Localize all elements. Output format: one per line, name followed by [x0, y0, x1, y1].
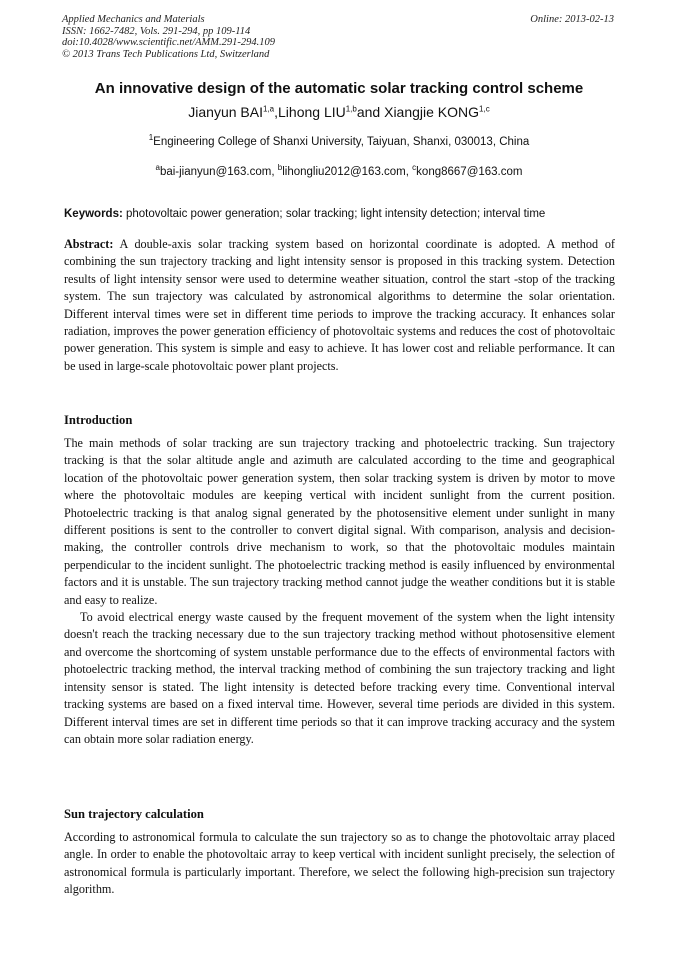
- keywords: [64, 208, 616, 220]
- journal-header: [62, 14, 275, 60]
- sun-trajectory-section: [64, 829, 615, 899]
- introduction-heading: Introduction: [64, 413, 133, 427]
- affiliation: [0, 133, 678, 148]
- abstract-text: A double-axis solar tracking system based on horizontal coordinate is adopted. A method of combining the sun trajectory tracking and light intensity sensor is proposed in this tracking system. Detection results of light intensity sensor were used to determine weather situation, control the start -stop of the tracking system. The sun trajectory was calculated by astronomical algorithms to determine the solar orientation. Different interval times were set in different time periods to improve the tracking accuracy. It enhances solar radiation, improves the power generation efficiency of photovoltaic systems and reduces the cost of photovoltaic power generation. This system is simple and easy to achieve. It has lower cost and reliable performance. It can be used in large-scale photovoltaic power plant projects.: [64, 237, 615, 373]
- sun-trajectory-paragraph: According to astronomical formula to calculate the sun trajectory so as to change the photovoltaic array placed angle. In order to enable the photovoltaic array to keep vertical with incident sunlight precisely, the selection of astronomical formula is particularly important. Therefore, we select the following high-precision sun trajectory algorithm.: [64, 830, 615, 897]
- email-superscript: a: [155, 163, 160, 173]
- email-address: bai-jianyun@163.com,: [159, 166, 278, 178]
- abstract-label: Abstract:: [64, 237, 114, 251]
- introduction-paragraph-1: The main methods of solar tracking are sun trajectory tracking and photoelectric tracking. Sun trajectory tracking is that the solar altitude angle and azimuth are calculated according to the time and geographical location of the photovoltaic power generation system, then solar tracking system is driven by motor to move where the photovoltaic modules are keeping vertical with incident sunlight from the current position. Photoelectric tracking is that analog signal generated by the photosensitive element under sunlight in many different positions is sent to the controller to convert digital signal. With comparison, analysis and decision-making, the controller controls drive mechanism to work, so that the photovoltaic modules maintain perpendicular to the incident sunlight. The photoelectric tracking method is easily influenced by environmental factors and it is unstable. The sun trajectory tracking method cannot judge the weather conditions but it is stable and easy to realize.: [64, 436, 615, 607]
- introduction-section: [64, 435, 615, 748]
- email-address: kong8667@163.com: [416, 166, 523, 178]
- email-list: [0, 163, 678, 178]
- author-superscript: 1,c: [479, 104, 490, 114]
- journal-name: Applied Mechanics and Materials: [62, 14, 205, 25]
- online-date: Online: 2013-02-13: [530, 14, 614, 25]
- author-name: ,Lihong LIU: [274, 104, 346, 120]
- issn-line: ISSN: 1662-7482, Vols. 291-294, pp 109-114: [62, 25, 251, 37]
- sun-trajectory-heading: Sun trajectory calculation: [64, 807, 204, 821]
- abstract: [64, 236, 615, 375]
- email-superscript: c: [412, 163, 417, 173]
- doi-line: doi:10.4028/www.scientific.net/AMM.291-294.109: [62, 37, 275, 48]
- author-superscript: 1,a: [263, 104, 275, 114]
- introduction-paragraph-2: To avoid electrical energy waste caused by the frequent movement of the system when the light intensity doesn't reach the tracking necessary due to the sun trajectory tracking method without photosensitive element and overcome the shortcoming of system unstable performance due to the effects of environmental factors with photoelectric tracking method, the interval tracking method of combining the sun trajectory tracking and light intensity sensor is stated. The light intensity is detected before tracking every time. Conventional interval tracking systems are based on a fixed interval time. However, several time periods are divided in this system. Different interval times are set in different time periods so that it can improve tracking accuracy and the system can obtain more solar radiation energy.: [64, 610, 615, 746]
- keywords-text: photovoltaic power generation; solar tracking; light intensity detection; interval time: [122, 208, 546, 220]
- affiliation-text: Engineering College of Shanxi University, Taiyuan, Shanxi, 030013, China: [153, 136, 530, 148]
- author-name: and Xiangjie KONG: [356, 104, 480, 120]
- author-superscript: 1,b: [345, 104, 357, 114]
- author-list: [0, 104, 678, 120]
- email-address: lihongliu2012@163.com,: [282, 166, 413, 178]
- copyright-line: © 2013 Trans Tech Publications Ltd, Switzerland: [62, 48, 270, 60]
- author-name: Jianyun BAI: [188, 104, 263, 120]
- paper-title: An innovative design of the automatic solar tracking control scheme: [94, 80, 584, 97]
- affiliation-superscript: 1: [148, 133, 154, 143]
- keywords-label: Keywords:: [64, 208, 123, 220]
- email-superscript: b: [277, 163, 283, 173]
